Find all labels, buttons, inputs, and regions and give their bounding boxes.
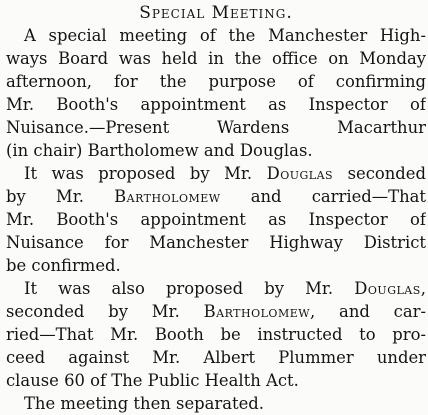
paragraph-appointment-motion	[6, 162, 426, 277]
text-line: A special meeting of the Manchester High-	[24, 26, 426, 45]
text-line: by Mr. Bartholomew and carried—That	[6, 187, 426, 206]
text-line: be confirmed.	[6, 256, 121, 275]
article-heading: Special Meeting.	[139, 3, 293, 23]
text-line: clause 60 of The Public Health Act.	[6, 371, 299, 390]
text-line: It was also proposed by Mr. Douglas,	[24, 279, 426, 298]
text-line: Nuisance.—Present Wardens Macarthur	[6, 118, 426, 137]
paragraph-closing	[6, 392, 426, 415]
text-line: ceed against Mr. Albert Plummer under	[6, 348, 426, 367]
paragraph-prosecution-motion	[6, 277, 426, 392]
text-line: Mr. Booth's appointment as Inspector of	[6, 210, 426, 229]
text-line: (in chair) Bartholomew and Douglas.	[6, 141, 313, 160]
text-line: ried—That Mr. Booth be instructed to pro-	[6, 325, 426, 344]
paragraph-meeting-summary	[6, 24, 426, 162]
text-line: afternoon, for the purpose of confirming	[6, 72, 426, 91]
text-line: seconded by Mr. Bartholomew, and car-	[6, 302, 426, 321]
text-line: Nuisance for Manchester Highway District	[6, 233, 426, 252]
text-line: It was proposed by Mr. Douglas seconded	[24, 164, 426, 183]
text-line: ways Board was held in the office on Monday	[6, 49, 426, 68]
text-line: Mr. Booth's appointment as Inspector of	[6, 95, 426, 114]
text-line: The meeting then separated.	[24, 394, 265, 413]
